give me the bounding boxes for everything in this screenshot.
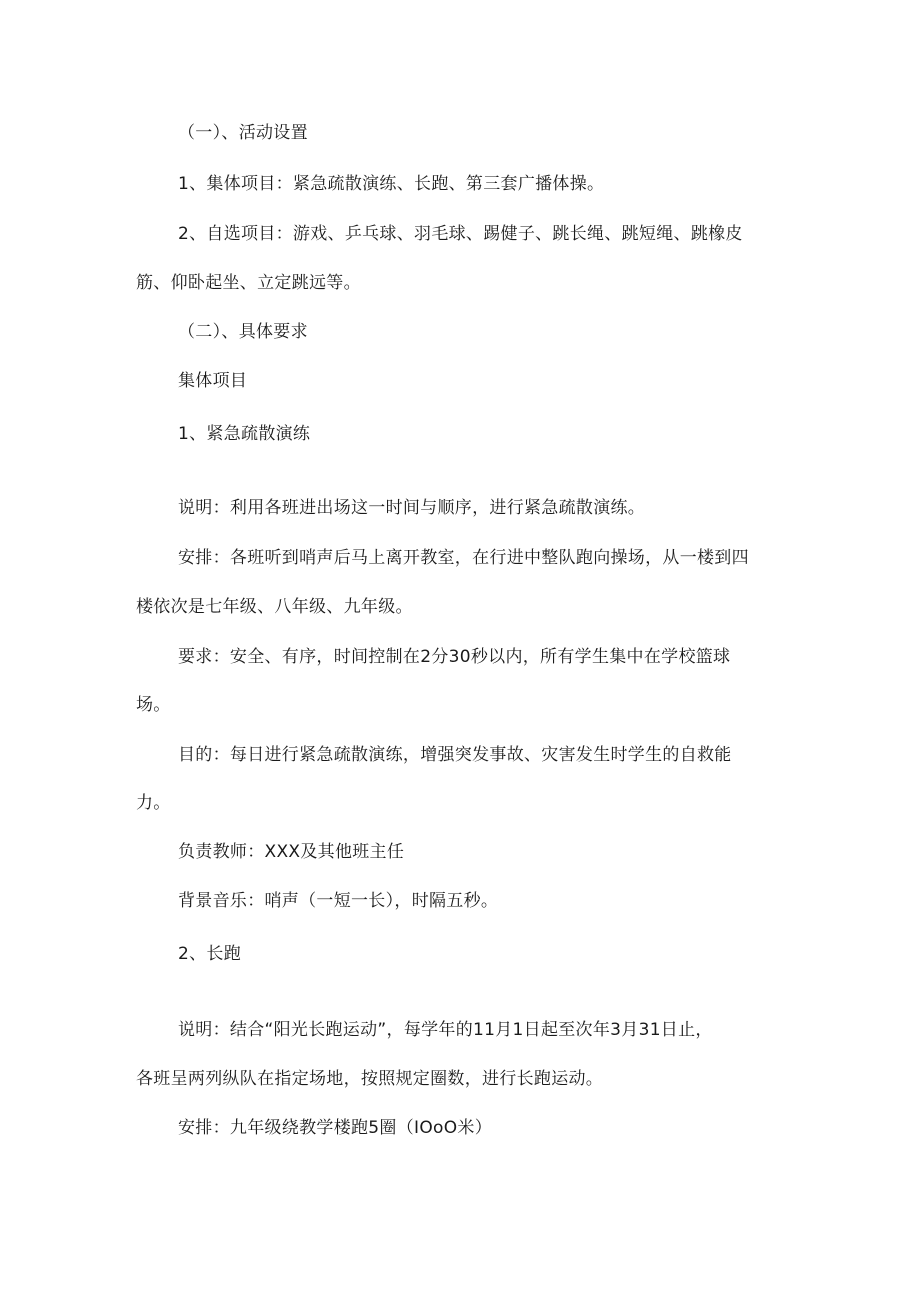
paragraph-collective-items: 1、集体项目：紧急疏散演练、长跑、第三套广播体操。: [178, 174, 605, 194]
paragraph-long-run-description-continued: 各班呈两列纵队在指定场地，按照规定圈数，进行长跑运动。: [136, 1069, 604, 1089]
paragraph-background-music: 背景音乐：哨声（一短一长），时隔五秒。: [178, 891, 499, 911]
item-heading-evacuation-drill: 1、紧急疏散演练: [178, 424, 311, 444]
paragraph-evacuation-purpose-continued: 力。: [136, 793, 171, 813]
section-heading-activity-setup: （一）、活动设置: [178, 123, 308, 143]
paragraph-optional-items-continued: 筋、仰卧起坐、立定跳远等。: [136, 273, 361, 293]
paragraph-optional-items: 2、自选项目：游戏、乒乓球、羽毛球、踢健子、跳长绳、跳短绳、跳橡皮: [178, 224, 743, 244]
paragraph-responsible-teacher: 负责教师：XXX及其他班主任: [178, 842, 405, 862]
paragraph-evacuation-arrangement-continued: 楼依次是七年级、八年级、九年级。: [136, 597, 413, 617]
paragraph-long-run-description: 说明：结合“阳光长跑运动”，每学年的11月1日起至次年3月31日止，: [178, 1020, 713, 1040]
paragraph-evacuation-description: 说明：利用各班进出场这一时间与顺序，进行紧急疏散演练。: [178, 498, 646, 518]
paragraph-evacuation-requirement-continued: 场。: [136, 695, 171, 715]
paragraph-evacuation-arrangement: 安排：各班听到哨声后马上离开教室，在行进中整队跑向操场，从一楼到四: [178, 548, 749, 568]
subheading-collective-items: 集体项目: [178, 371, 248, 391]
paragraph-long-run-arrangement: 安排：九年级绕教学楼跑5圈（IOoO米）: [178, 1118, 492, 1138]
paragraph-evacuation-requirement: 要求：安全、有序，时间控制在2分30秒以内，所有学生集中在学校篮球: [178, 647, 731, 667]
paragraph-evacuation-purpose: 目的：每日进行紧急疏散演练，增强突发事故、灾害发生时学生的自救能: [178, 745, 732, 765]
section-heading-requirements: （二）、具体要求: [178, 322, 308, 342]
item-heading-long-run: 2、长跑: [178, 944, 242, 964]
